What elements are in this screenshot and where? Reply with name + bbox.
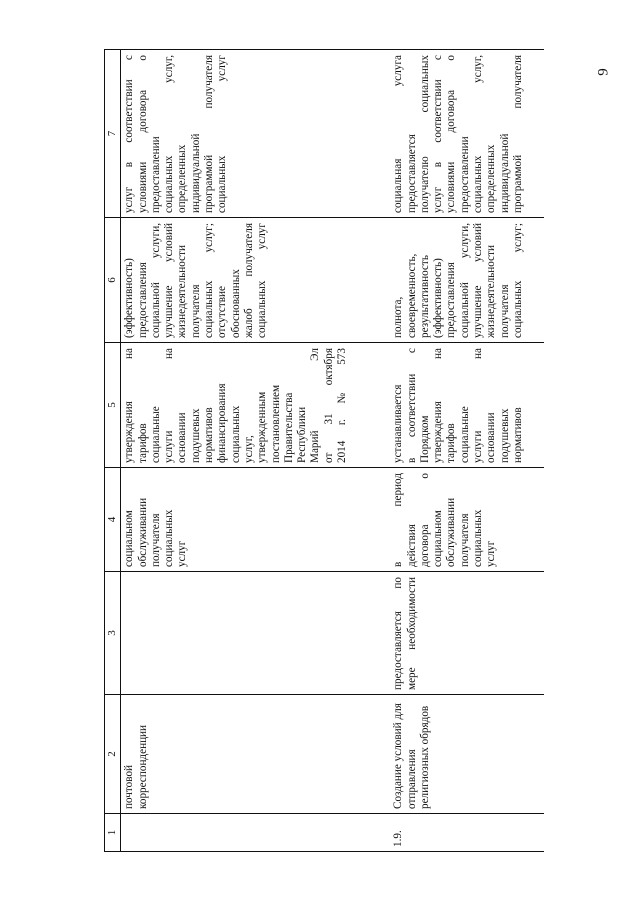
row-number: 1.9. — [387, 814, 544, 852]
service-term — [121, 468, 388, 572]
cell-line: получателя — [458, 513, 471, 567]
cell-line: услуг — [485, 540, 498, 567]
cell-line: жизнедеятельности — [485, 245, 498, 338]
service-period — [121, 572, 388, 695]
row-number — [121, 814, 388, 852]
cell-line: услуги на — [163, 348, 176, 463]
cell-line: социальной услуги, — [458, 223, 471, 338]
cell-line: подушевых — [498, 408, 511, 463]
cell-line: социальной услуги, — [149, 223, 162, 338]
cell-line: основании — [176, 412, 189, 463]
cell-line: предоставляется — [405, 134, 418, 213]
column-header: 6 — [105, 218, 121, 343]
cell-line: обслуживании — [136, 497, 149, 567]
cell-line: корреспонденции — [136, 724, 149, 809]
cell-line: программой получателя — [203, 55, 216, 213]
cell-line: индивидуальной — [498, 133, 511, 213]
cell-line: получателя — [498, 284, 511, 338]
cell-line: услуги на — [472, 348, 485, 463]
column-header: 5 — [105, 343, 121, 468]
cell-line: Порядком — [418, 415, 431, 463]
tariff-rule — [387, 343, 544, 468]
cell-line: социальных — [163, 509, 176, 567]
cell-line: в период — [392, 473, 405, 567]
cell-line: социальных услуг, — [163, 55, 176, 213]
cell-line: предоставления — [136, 262, 149, 338]
cell-line: предоставлении — [458, 136, 471, 213]
cell-line: социальных — [229, 405, 242, 463]
cell-line: улучшение условий — [472, 223, 485, 338]
cell-line: основании — [485, 412, 498, 463]
cell-line: результативность — [418, 255, 431, 338]
cell-line: мере необходимости — [405, 577, 418, 690]
cell-line: утверждения на — [123, 348, 136, 463]
cell-line: (эффективность) — [432, 258, 445, 338]
cell-line: получателя — [149, 513, 162, 567]
cell-line: социальных — [472, 509, 485, 567]
cell-line: предоставления — [445, 262, 458, 338]
quality-indicators — [121, 218, 388, 343]
cell-line: постановлением — [269, 384, 282, 463]
cell-line: полнота, — [392, 296, 405, 338]
header-row — [105, 50, 121, 852]
cell-line: социальная услуга — [392, 55, 405, 213]
cell-line: социальных услуг; — [511, 223, 524, 338]
tariff-rule — [121, 343, 388, 468]
service-term — [387, 468, 544, 572]
rotated-page — [104, 50, 562, 852]
cell-line: определенных — [485, 144, 498, 213]
column-header: 1 — [105, 814, 121, 852]
cell-line: условиями договора о — [136, 55, 149, 213]
cell-line: финансирования — [216, 383, 229, 463]
cell-line: услуг, — [242, 435, 255, 463]
column-header: 2 — [105, 695, 121, 814]
service-name — [387, 695, 544, 814]
service-period — [387, 572, 544, 695]
cell-line: от 31 октября — [322, 348, 335, 463]
quality-indicators — [387, 218, 544, 343]
cell-line: улучшение условий — [163, 223, 176, 338]
cell-line: Создание условий для — [392, 703, 405, 809]
table-row — [387, 50, 544, 852]
cell-line: определенных — [176, 144, 189, 213]
cell-line: отправления — [405, 749, 418, 809]
cell-line: предоставляется по — [392, 577, 405, 690]
service-name — [121, 695, 388, 814]
column-header: 3 — [105, 572, 121, 695]
table-row — [121, 50, 388, 852]
cell-line: Республики — [296, 406, 309, 463]
service-conditions — [387, 50, 544, 218]
cell-line: программой получателя — [511, 55, 524, 213]
page-number: 9 — [595, 68, 612, 76]
cell-line: жизнедеятельности — [176, 245, 189, 338]
cell-line: Правительства — [282, 392, 295, 463]
cell-line: услуг — [176, 540, 189, 567]
cell-line: обслуживании — [445, 497, 458, 567]
cell-line: социальных услуг; — [203, 223, 216, 338]
cell-line: действия — [405, 524, 418, 567]
cell-line: отсутствие — [216, 286, 229, 338]
cell-line: почтовой — [123, 764, 136, 809]
cell-line: услуг в соответствии с — [123, 55, 136, 213]
cell-line: социальном — [123, 510, 136, 567]
cell-line: жалоб получателя — [242, 223, 255, 338]
cell-line: предоставлении — [149, 136, 162, 213]
cell-line: религиозных обрядов — [418, 705, 431, 809]
cell-line: услуг в соответствии с — [432, 55, 445, 213]
cell-line: устанавливается — [392, 384, 405, 463]
cell-line: обоснованных — [229, 269, 242, 338]
cell-line: подушевых — [189, 408, 202, 463]
cell-line: тарифов — [136, 423, 149, 463]
service-conditions — [121, 50, 388, 218]
cell-line: социальных услуг — [216, 55, 229, 213]
cell-line: договора о — [418, 473, 431, 567]
cell-line: Марий Эл — [309, 348, 322, 463]
cell-line: социальных услуг, — [472, 55, 485, 213]
cell-line: нормативов — [203, 407, 216, 463]
cell-line: социальные — [458, 406, 471, 463]
cell-line: получателя — [189, 284, 202, 338]
cell-line: индивидуальной — [189, 133, 202, 213]
cell-line: утверждения на — [432, 348, 445, 463]
cell-line: тарифов — [445, 423, 458, 463]
cell-line: утвержденным — [256, 391, 269, 463]
cell-line: 2014 г. № 573 — [336, 348, 349, 463]
services-table — [104, 49, 544, 852]
cell-line: социальные — [149, 406, 162, 463]
column-header: 7 — [105, 50, 121, 218]
cell-line: социальных услуг — [256, 223, 269, 338]
cell-line: условиями договора о — [445, 55, 458, 213]
cell-line: в соответствии с — [405, 348, 418, 463]
column-header: 4 — [105, 468, 121, 572]
cell-line: получателю социальных — [418, 55, 431, 213]
cell-line: (эффективность) — [123, 258, 136, 338]
cell-line: своевременность, — [405, 253, 418, 338]
cell-line: социальном — [432, 510, 445, 567]
cell-line: нормативов — [511, 407, 524, 463]
